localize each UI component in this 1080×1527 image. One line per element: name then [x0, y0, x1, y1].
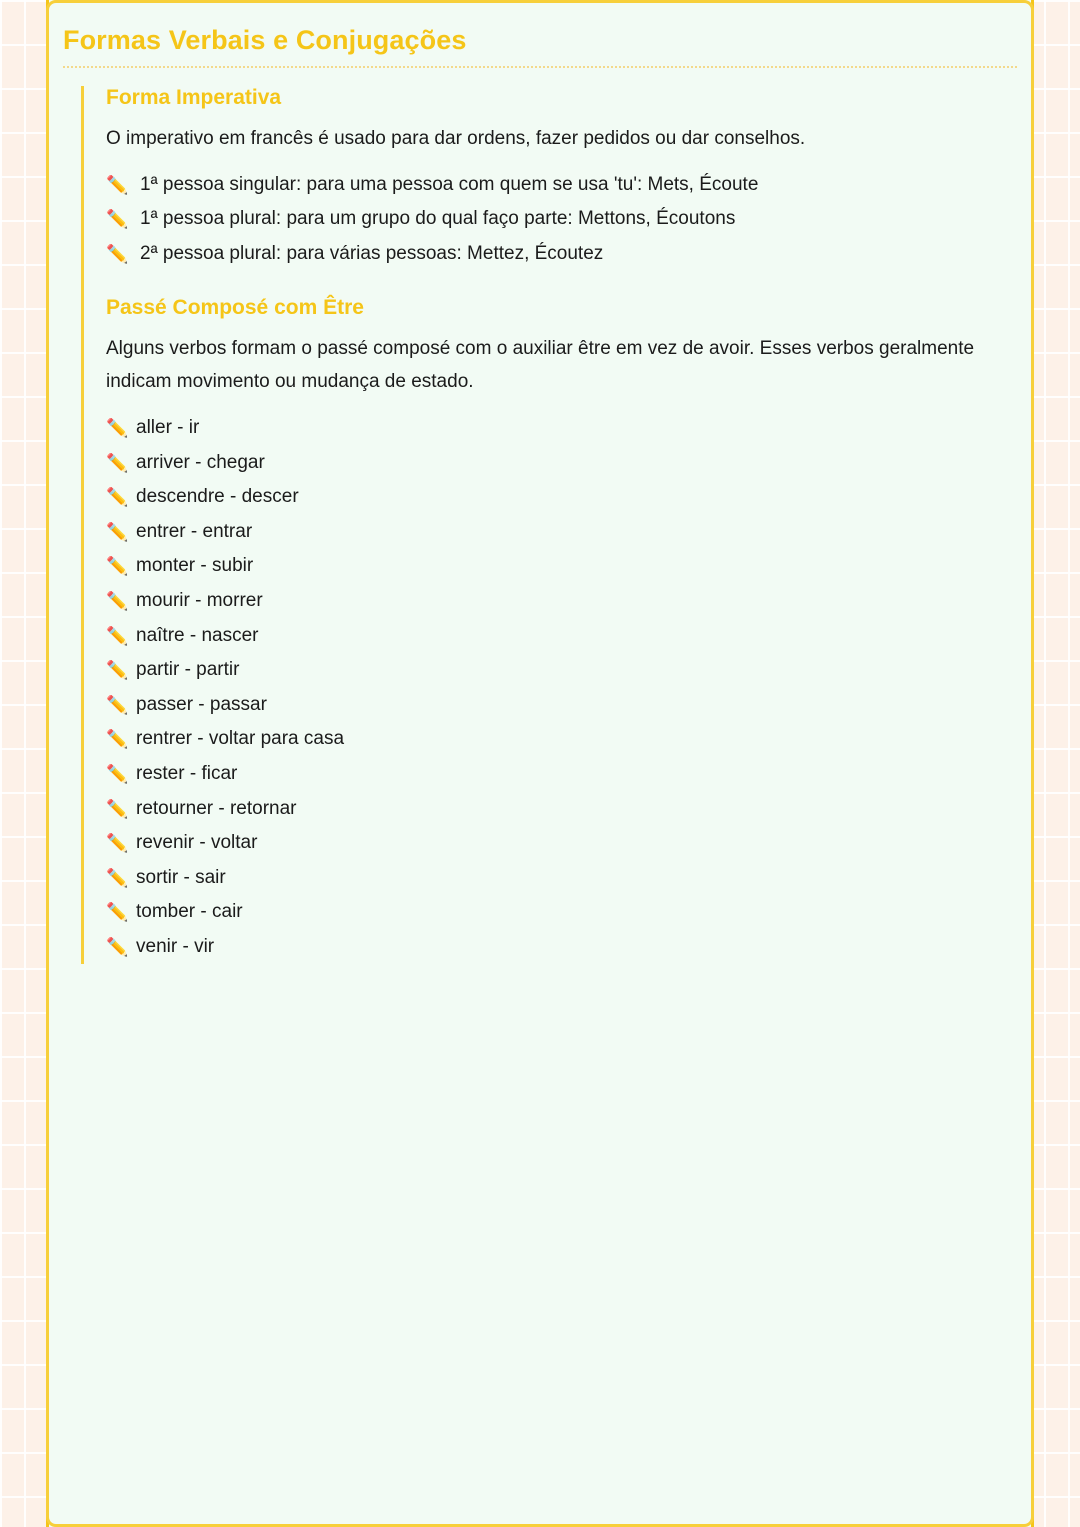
- list-item-label: venir - vir: [136, 935, 215, 957]
- note-card: [46, 0, 1034, 1527]
- list-item: [106, 895, 1031, 930]
- list-item-label: sortir - sair: [136, 866, 226, 888]
- pencil-icon: ✏️: [106, 174, 129, 195]
- pencil-icon: ✏️: [106, 660, 129, 681]
- list-item-label: rester - ficar: [136, 762, 238, 784]
- decorative-left-margin: [0, 0, 46, 1527]
- pencil-icon: ✏️: [106, 209, 129, 230]
- list-item: [106, 861, 1031, 896]
- list-item-label: tomber - cair: [136, 901, 243, 923]
- pencil-icon: ✏️: [106, 487, 129, 508]
- list-item: [106, 722, 1031, 757]
- imperative-list: [106, 168, 1031, 272]
- pencil-icon: ✏️: [106, 694, 129, 715]
- list-item: [106, 411, 1031, 446]
- list-item-label: monter - subir: [136, 555, 254, 577]
- list-item-label: aller - ir: [136, 417, 200, 439]
- list-item: [106, 237, 1031, 272]
- pencil-icon: ✏️: [106, 763, 129, 784]
- list-item: [106, 653, 1031, 688]
- list-item: [106, 168, 1031, 203]
- pencil-icon: ✏️: [106, 591, 129, 612]
- page-sheet: [46, 0, 1034, 1527]
- pencil-icon: ✏️: [106, 867, 129, 888]
- pencil-icon: ✏️: [106, 625, 129, 646]
- list-item: [106, 515, 1031, 550]
- pencil-icon: ✏️: [106, 936, 129, 957]
- list-item: [106, 826, 1031, 861]
- list-item-label: retourner - retornar: [136, 797, 297, 819]
- section-heading: Passé Composé com Être: [106, 295, 364, 319]
- pencil-icon: ✏️: [106, 418, 129, 439]
- list-item-label: 1ª pessoa plural: para um grupo do qual faço parte: Mettons, Écoutons: [140, 208, 736, 230]
- list-item: [106, 792, 1031, 827]
- list-item: [106, 930, 1031, 965]
- title-divider: [63, 66, 1017, 68]
- list-item-label: mourir - morrer: [136, 590, 263, 612]
- list-item-label: 2ª pessoa plural: para várias pessoas: Mettez, Écoutez: [140, 242, 604, 264]
- section-paragraph: O imperativo em francês é usado para dar ordens, fazer pedidos ou dar conselhos.: [106, 128, 806, 149]
- list-item-label: descendre - descer: [136, 486, 299, 508]
- list-item-label: partir - partir: [136, 659, 240, 681]
- pencil-icon: ✏️: [106, 556, 129, 577]
- list-item: [106, 584, 1031, 619]
- page-bottom-space: [49, 970, 1031, 1490]
- list-item: [106, 757, 1031, 792]
- section-paragraph: Alguns verbos formam o passé composé com o auxiliar être em vez de avoir. Esses verbos geralmente indicam movimento ou mudança de estado.: [106, 337, 975, 393]
- pencil-icon: ✏️: [106, 798, 129, 819]
- page-title: Formas Verbais e Conjugações: [63, 25, 467, 55]
- list-item: [106, 446, 1031, 481]
- etre-verbs-list: [106, 411, 1031, 964]
- pencil-icon: ✏️: [106, 833, 129, 854]
- list-item-label: revenir - voltar: [136, 832, 258, 854]
- pencil-icon: ✏️: [106, 521, 129, 542]
- pencil-icon: ✏️: [106, 902, 129, 923]
- list-item: [106, 480, 1031, 515]
- list-item-label: 1ª pessoa singular: para uma pessoa com quem se usa 'tu': Mets, Écoute: [140, 173, 759, 195]
- pencil-icon: ✏️: [106, 243, 129, 264]
- pencil-icon: ✏️: [106, 452, 129, 473]
- list-item-label: passer - passar: [136, 693, 267, 715]
- list-item-label: entrer - entrar: [136, 520, 253, 542]
- list-item-label: rentrer - voltar para casa: [136, 728, 345, 750]
- list-item: [106, 549, 1031, 584]
- section-heading: Forma Imperativa: [106, 86, 282, 109]
- list-item-label: naître - nascer: [136, 624, 259, 646]
- list-item: [106, 688, 1031, 723]
- list-item: [106, 202, 1031, 237]
- section-forma-imperativa: [81, 86, 1031, 964]
- pencil-icon: ✏️: [106, 729, 129, 750]
- list-item: [106, 619, 1031, 654]
- list-item-label: arriver - chegar: [136, 451, 265, 473]
